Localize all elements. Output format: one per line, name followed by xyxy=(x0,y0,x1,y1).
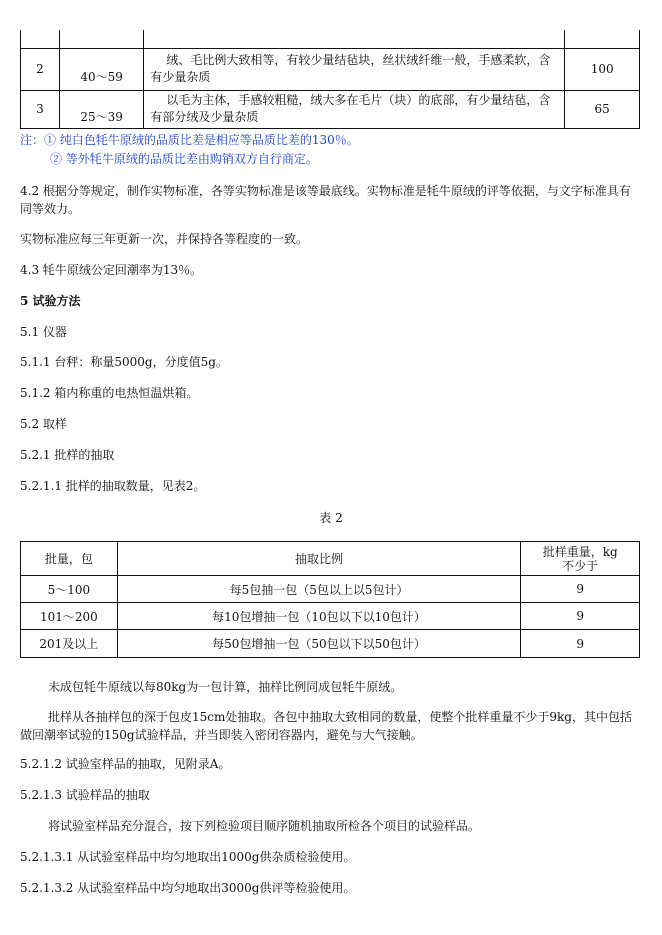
grade-cell: 2 xyxy=(21,48,60,90)
header-batch: 批量，包 xyxy=(21,542,118,576)
section-5-1: 5.1 仪器 xyxy=(20,325,67,339)
para-4-2b: 实物标准应每三年更新一次，并保持各等程度的一致。 xyxy=(20,232,309,246)
para-unpacked: 未成包牦牛原绒以每80kg为一包计算，抽样比例同成包牦牛原绒。 xyxy=(48,680,403,694)
para-4-3: 4.3 牦牛原绒公定回潮率为13％。 xyxy=(20,263,203,277)
table-header-row xyxy=(21,542,640,576)
weight-cell: 9 xyxy=(521,576,640,603)
section-5-heading: 5 试验方法 xyxy=(20,294,81,308)
section-5-2: 5.2 取样 xyxy=(20,417,67,431)
header-ratio: 抽取比例 xyxy=(117,542,521,576)
table-row xyxy=(21,603,640,630)
weight-cell: 9 xyxy=(521,603,640,630)
note-line-2: ② 等外牦牛原绒的品质比差由购销双方自行商定。 xyxy=(50,152,318,166)
fineness-cell: 25～39 xyxy=(59,90,144,128)
table-row xyxy=(21,48,640,90)
batch-cell: 201及以上 xyxy=(21,630,118,658)
table-2-title: 表 2 xyxy=(319,511,343,525)
para-sample: 批样从各抽样包的深于包皮15cm处抽取。各包中抽取大致相同的数量，使整个批样重量不少于9kg，其中包括做回潮率试验的150g试验样品，并当即装入密闭容器内，避免与大气接触。 xyxy=(20,710,632,742)
grade-table xyxy=(20,30,640,129)
section-5-2-1-3-1: 5.2.1.3.1 从试验室样品中均匀地取出1000g供杂质检验使用。 xyxy=(20,850,356,864)
grade-cell: 3 xyxy=(21,90,60,128)
section-5-1-1: 5.1.1 台秤：称量5000g，分度值5g。 xyxy=(20,355,228,369)
fineness-cell: 40～59 xyxy=(59,48,144,90)
section-5-2-1-2: 5.2.1.2 试验室样品的抽取，见附录A。 xyxy=(20,757,231,771)
ratio-cell: 每50包增抽一包（50包以下以50包计） xyxy=(117,630,521,658)
weight-cell: 9 xyxy=(521,630,640,658)
note-line-1: 注：① 纯白色牦牛原绒的品质比差是相应等品质比差的130％。 xyxy=(20,133,359,147)
ratio-cell: 100 xyxy=(565,48,640,90)
sampling-table xyxy=(20,541,640,658)
table-row xyxy=(21,90,640,128)
header-weight: 批样重量，kg 不少于 xyxy=(521,542,640,576)
table-row-top xyxy=(21,30,640,48)
section-5-2-1-3-2: 5.2.1.3.2 从试验室样品中均匀地取出3000g供评等检验使用。 xyxy=(20,881,356,895)
para-4-2: 4.2 根据分等规定，制作实物标准，各等实物标准是该等最底线。实物标准是牦牛原绒的评等依据，与文字标准具有同等效力。 xyxy=(20,184,631,216)
section-5-2-1-1: 5.2.1.1 批样的抽取数量，见表2。 xyxy=(20,479,206,493)
section-5-2-1: 5.2.1 批样的抽取 xyxy=(20,448,115,462)
batch-cell: 5～100 xyxy=(21,576,118,603)
table-row xyxy=(21,576,640,603)
ratio-cell: 每5包抽一包（5包以上以5包计） xyxy=(117,576,521,603)
table-row xyxy=(21,630,640,658)
section-5-2-1-3: 5.2.1.3 试验样品的抽取 xyxy=(20,788,150,802)
batch-cell: 101～200 xyxy=(21,603,118,630)
ratio-cell: 65 xyxy=(565,90,640,128)
desc-cell: 以毛为主体，手感较粗糙，绒大多在毛片（块）的底部，有少量结毡，含有部分绒及少量杂质 xyxy=(144,90,565,128)
para-mix: 将试验室样品充分混合，按下列检验项目顺序随机抽取所检各个项目的试验样品。 xyxy=(48,819,481,833)
ratio-cell: 每10包增抽一包（10包以下以10包计） xyxy=(117,603,521,630)
desc-cell: 绒、毛比例大致相等，有较少量结毡块，丝状绒纤维一般，手感柔软，含有少量杂质 xyxy=(144,48,565,90)
section-5-1-2: 5.1.2 箱内称重的电热恒温烘箱。 xyxy=(20,386,199,400)
